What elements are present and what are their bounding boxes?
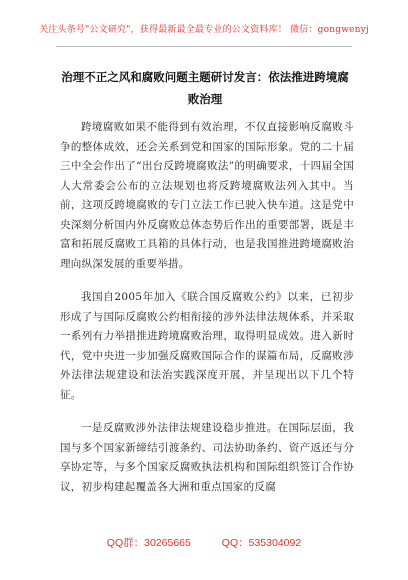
paragraph: 一是反腐败涉外法律法规建设稳步推进。在国际层面，我国与多个国家新缔结引渡条约、司法协助条约、资产返还与分享协定等，与多个国家反腐败执法机构和国际组织签订合作协议，初步构建起覆盖各大洲和重点国家的反腐	[60, 422, 354, 493]
document-title: 治理不正之风和腐败问题主题研讨发言：依法推进跨境腐败治理	[61, 70, 349, 106]
footer-qq-group: QQ群：30265665	[106, 537, 191, 549]
document-body	[60, 118, 354, 511]
paragraph: 跨境腐败如果不能得到有效治理，不仅直接影响反腐败斗争的整体成效，还会关系到党和国家的国际形象。党的二十届三中全会作出了“出台反跨境腐败法”的明确要求，十四届全国人大常委会公布的立法规划也将反跨境腐败法列入其中。当前，这项反跨境腐败的专门立法工作已驶入快车道。这是党中央深刻分析国内外反腐败总体态势后作出的重要部署，既是丰富和拓展反腐败工具箱的具体行动，也是我国推进跨境腐败治理向纵深发展的重要举措。	[60, 121, 354, 270]
header-promo-note: 关注头条号"公文研究"，获得最新最全最专业的公文资料库！ 微信：gongwenyj	[39, 25, 369, 35]
header-divider	[56, 46, 352, 47]
paragraph: 我国自2005年加入《联合国反腐败公约》以来，已初步形成了与国际反腐败公约相衔接的涉外法律法规体系，并采取一系列有力举措推进跨境腐败治理，取得明显成效。进入新时代，党中央进一步加强反腐败国际合作的谋篇布局，反腐败涉外法律法规建设和法治实践深度开展，并呈现出以下几个特征。	[60, 291, 354, 401]
footer-qq: QQ：535304092	[221, 537, 302, 549]
footer-contact	[0, 535, 408, 550]
